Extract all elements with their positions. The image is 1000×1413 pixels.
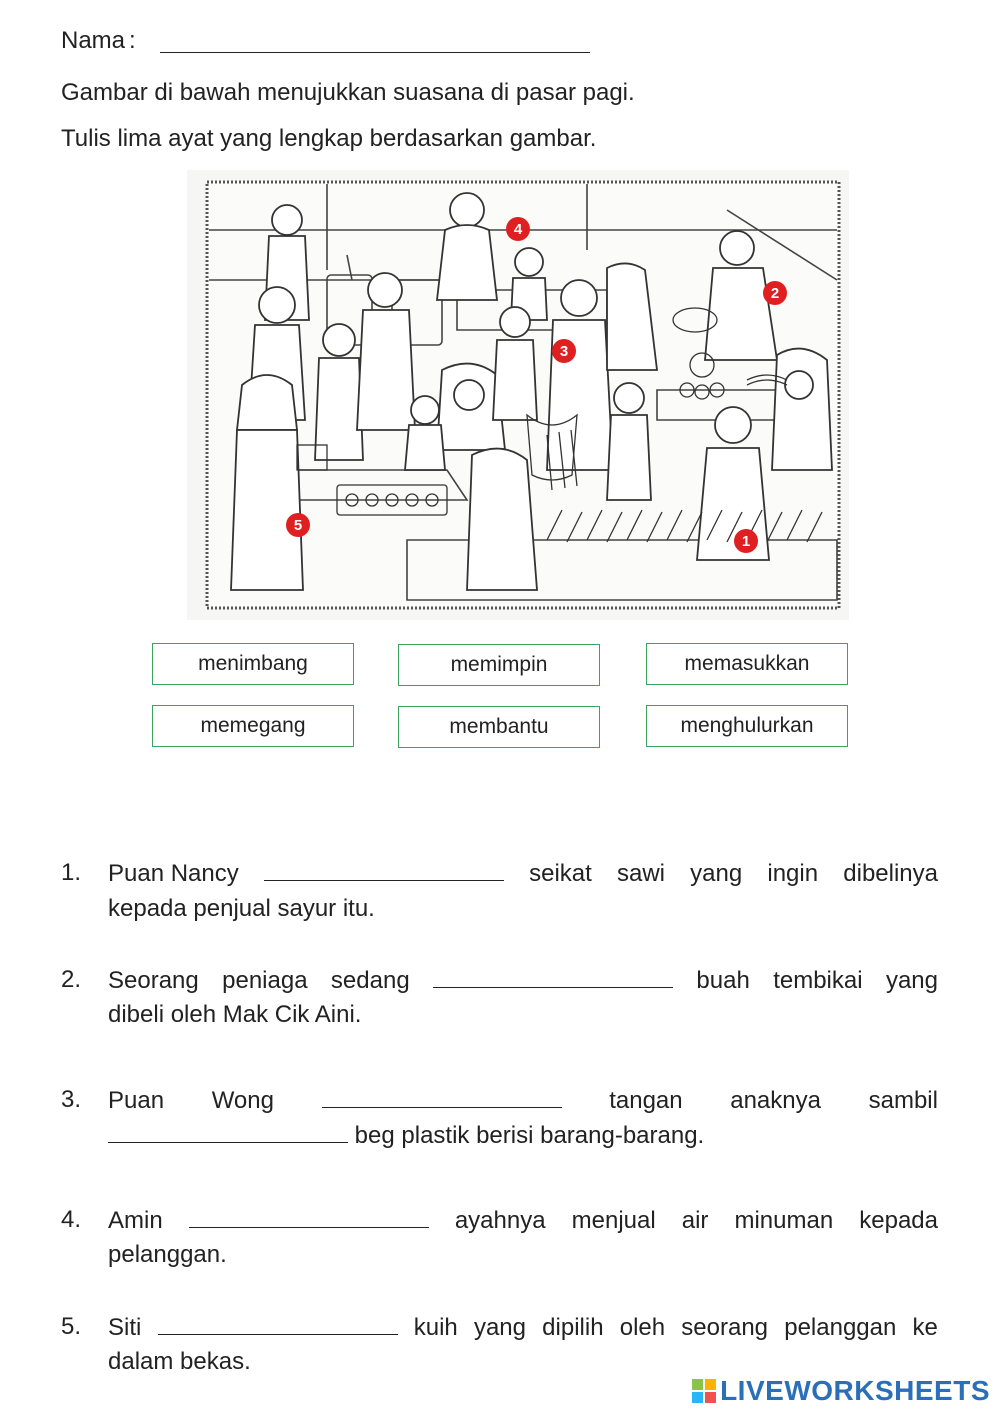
question-continuation: dalam bekas. [108, 1348, 251, 1375]
question-word: tangan [609, 1087, 683, 1114]
question-word: Puan [108, 1087, 165, 1114]
question-word: sawi [616, 860, 665, 887]
marker-4-label: 4 [513, 221, 523, 238]
marker-5-label: 5 [293, 517, 303, 534]
question-word: tembikai [773, 967, 863, 994]
answer-blank[interactable] [158, 1312, 398, 1335]
question-number: 2. [61, 966, 82, 993]
question-word: pelanggan [784, 1314, 897, 1341]
question-word: Puan Nancy [108, 860, 239, 887]
question-continuation: beg plastik berisi barang-barang. [354, 1122, 705, 1149]
question-word: menjual [571, 1207, 656, 1234]
marker-5 [286, 513, 310, 537]
question-number: 5. [61, 1313, 82, 1340]
answer-blank[interactable] [108, 1120, 348, 1143]
instruction-2: Tulis lima ayat yang lengkap berdasarkan gambar. [61, 125, 597, 152]
question-word: yang [473, 1314, 526, 1341]
market-scene-svg [187, 170, 849, 620]
question-number: 3. [61, 1086, 82, 1113]
question-continuation: kepada penjual sayur itu. [108, 895, 375, 922]
question-word: ayahnya [454, 1207, 546, 1234]
question-continuation: dibeli oleh Mak Cik Aini. [108, 1001, 362, 1028]
marker-2-label: 2 [770, 285, 780, 302]
question-continuation: pelanggan. [108, 1241, 227, 1268]
question-line [108, 965, 938, 996]
answer-blank[interactable] [264, 858, 504, 881]
question-word: dibelinya [843, 860, 938, 887]
question-word: oleh [619, 1314, 666, 1341]
question-word: seikat [529, 860, 592, 887]
question-word: anaknya [730, 1087, 821, 1114]
logo-text: LIVEWORKSHEETS [720, 1375, 990, 1406]
answer-blank[interactable] [433, 965, 673, 988]
word-option[interactable]: menghulurkan [646, 705, 848, 747]
name-colon: : [129, 27, 136, 54]
question-line [108, 1085, 938, 1116]
question-word: buah [696, 967, 750, 994]
question-word: Amin [108, 1207, 163, 1234]
word-option[interactable]: memegang [152, 705, 354, 747]
question-word: yang [885, 967, 938, 994]
question-word: minuman [734, 1207, 834, 1234]
question-word: ke [912, 1314, 938, 1341]
marker-4 [506, 217, 530, 241]
name-field[interactable] [160, 32, 590, 53]
question-continuation-row [108, 1120, 704, 1151]
question-word: sedang [330, 967, 410, 994]
question-number: 1. [61, 859, 82, 886]
instruction-1: Gambar di bawah menujukkan suasana di pasar pagi. [61, 79, 635, 106]
question-word: peniaga [222, 967, 308, 994]
question-word: sambil [868, 1087, 938, 1114]
question-word: Seorang [108, 967, 199, 994]
market-illustration [187, 170, 849, 620]
question-word: kuih [413, 1314, 458, 1341]
answer-blank[interactable] [189, 1205, 429, 1228]
name-label-row [61, 26, 136, 56]
question-line [108, 1205, 938, 1236]
name-label: Nama [61, 27, 126, 54]
marker-3-label: 3 [559, 343, 569, 360]
question-line [108, 858, 938, 889]
logo-icon [691, 1378, 717, 1404]
word-option[interactable]: menimbang [152, 643, 354, 685]
question-word: Siti [108, 1314, 142, 1341]
question-word: kepada [859, 1207, 938, 1234]
word-option[interactable]: memimpin [398, 644, 600, 686]
answer-blank[interactable] [322, 1085, 562, 1108]
question-word: dipilih [542, 1314, 604, 1341]
question-word: yang [690, 860, 743, 887]
question-word: ingin [767, 860, 819, 887]
word-option[interactable]: membantu [398, 706, 600, 748]
word-option[interactable]: memasukkan [646, 643, 848, 685]
question-word: Wong [211, 1087, 274, 1114]
marker-3 [552, 339, 576, 363]
liveworksheets-logo [691, 1375, 990, 1407]
question-word: air [681, 1207, 709, 1234]
question-word: seorang [681, 1314, 769, 1341]
question-line [108, 1312, 938, 1343]
question-number: 4. [61, 1206, 82, 1233]
marker-1-label: 1 [741, 533, 751, 550]
marker-2 [763, 281, 787, 305]
marker-1 [734, 529, 758, 553]
